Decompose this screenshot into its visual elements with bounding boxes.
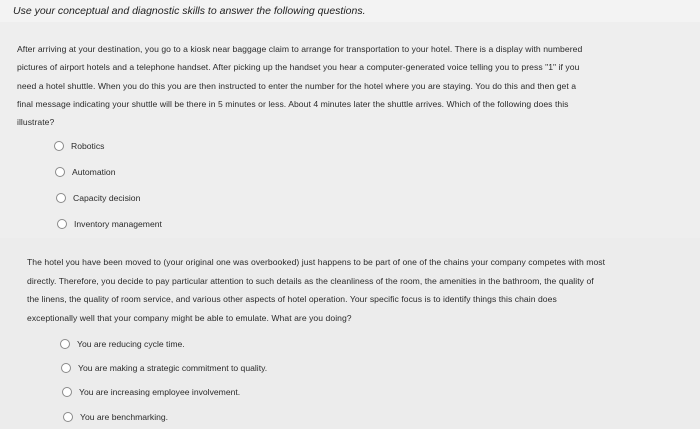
q1-option-inventory-management[interactable] bbox=[57, 219, 162, 229]
question-1-panel bbox=[0, 22, 700, 238]
question-2-line: the linens, the quality of room service, and various other aspects of hotel operation. Your specific focus is to identify things this chain does bbox=[27, 294, 557, 304]
radio-button-icon[interactable] bbox=[54, 141, 64, 151]
option-label: Inventory management bbox=[74, 219, 162, 229]
option-label: Capacity decision bbox=[73, 193, 141, 203]
question-1-line: After arriving at your destination, you go to a kiosk near baggage claim to arrange for transportation to your hotel. There is a display with numbered bbox=[17, 44, 583, 54]
option-label: You are reducing cycle time. bbox=[77, 339, 185, 349]
q2-option-employee-involvement[interactable] bbox=[62, 387, 240, 397]
option-label: You are benchmarking. bbox=[80, 412, 169, 422]
radio-button-icon[interactable] bbox=[55, 167, 65, 177]
radio-button-icon[interactable] bbox=[57, 219, 67, 229]
question-2-line: exceptionally well that your company might be able to emulate. What are you doing? bbox=[27, 312, 352, 323]
option-label: You are increasing employee involvement. bbox=[79, 387, 241, 397]
radio-button-icon[interactable] bbox=[63, 412, 73, 422]
radio-button-icon[interactable] bbox=[60, 339, 70, 349]
question-2-panel bbox=[0, 238, 700, 429]
option-label: Automation bbox=[72, 167, 116, 177]
q2-option-strategic-commitment[interactable] bbox=[61, 363, 267, 373]
q1-option-robotics[interactable] bbox=[54, 141, 104, 151]
q2-option-benchmarking[interactable] bbox=[63, 412, 168, 422]
question-2-prompt bbox=[27, 253, 682, 327]
option-label: You are making a strategic commitment to quality. bbox=[78, 363, 268, 373]
q2-option-reducing-cycle-time[interactable] bbox=[60, 339, 185, 349]
question-1-line: pictures of airport hotels and a telephone handset. After picking up the handset you hear a computer-generated voice telling you to press "1" if you bbox=[17, 62, 580, 73]
radio-button-icon[interactable] bbox=[61, 363, 71, 373]
radio-button-icon[interactable] bbox=[56, 193, 66, 203]
q1-option-capacity-decision[interactable] bbox=[56, 193, 140, 203]
question-2-line: directly. Therefore, you decide to pay particular attention to such details as the cleanliness of the room, the amenities in the bathroom, the quality of bbox=[27, 275, 594, 286]
question-1-line: need a hotel shuttle. When you do this you are then instructed to enter the number for the hotel where you are staying. You do this and then get a bbox=[17, 80, 577, 91]
q1-option-automation[interactable] bbox=[55, 167, 115, 177]
question-1-line: illustrate? bbox=[17, 117, 55, 128]
radio-button-icon[interactable] bbox=[62, 387, 72, 397]
instructions-text: Use your conceptual and diagnostic skills to answer the following questions. bbox=[13, 5, 366, 17]
option-label: Robotics bbox=[71, 141, 105, 151]
question-2-line: The hotel you have been moved to (your original one was overbooked) just happens to be part of one of the chains your company competes with most bbox=[27, 257, 606, 267]
question-1-prompt bbox=[17, 40, 682, 131]
question-1-line: final message indicating your shuttle will be there in 5 minutes or less. About 4 minutes later the shuttle arrives. Which of the following does this bbox=[17, 98, 569, 109]
